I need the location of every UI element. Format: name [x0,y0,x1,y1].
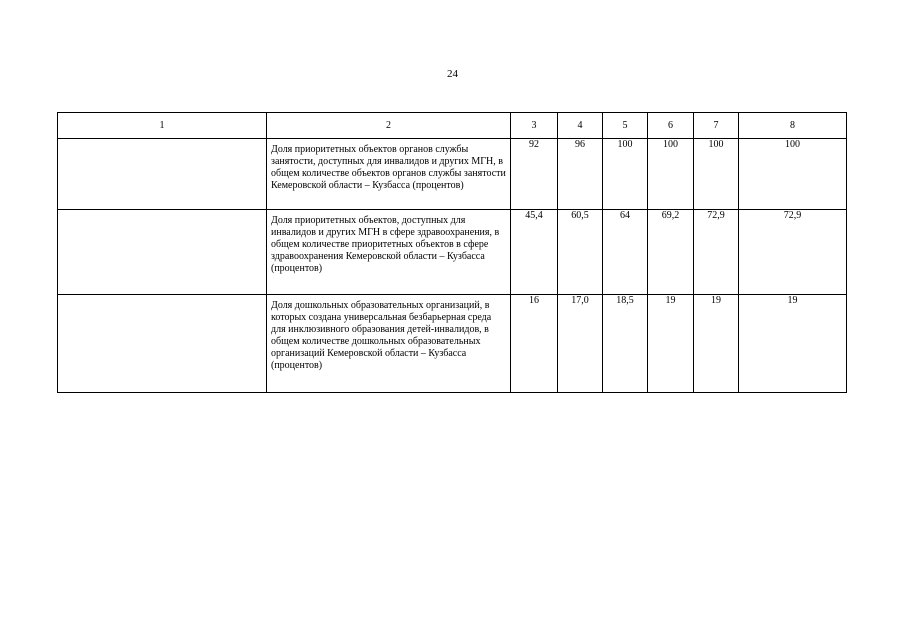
value-cell: 96 [558,139,603,210]
indicators-table [57,112,847,393]
value-cell: 19 [739,295,847,393]
value-cell: 100 [603,139,648,210]
header-col-8: 8 [739,113,847,139]
table-row [58,210,847,295]
header-col-5: 5 [603,113,648,139]
value-cell: 92 [511,139,558,210]
header-col-2: 2 [267,113,511,139]
table-header [58,113,847,139]
value-cell: 100 [739,139,847,210]
value-cell: 60,5 [558,210,603,295]
value-cell: 19 [648,295,694,393]
header-row [58,113,847,139]
indicator-cell: Доля дошкольных образовательных организаций, в которых создана универсальная безбарьерная среда для инклюзивного образования детей-инвалидов, в общем количестве дошкольных образовательных организаций Кемеровской области – Кузбасса (процентов) [267,295,511,393]
value-cell: 18,5 [603,295,648,393]
header-col-6: 6 [648,113,694,139]
value-cell: 100 [648,139,694,210]
row-label-cell [58,210,267,295]
value-cell: 45,4 [511,210,558,295]
value-cell: 64 [603,210,648,295]
indicator-cell: Доля приоритетных объектов органов службы занятости, доступных для инвалидов и других МГН, в общем количестве объектов органов службы занятости Кемеровской области – Кузбасса (процентов) [267,139,511,210]
row-label-cell [58,295,267,393]
value-cell: 19 [694,295,739,393]
value-cell: 72,9 [694,210,739,295]
header-col-1: 1 [58,113,267,139]
page-number: 24 [447,68,458,80]
value-cell: 17,0 [558,295,603,393]
table-row [58,295,847,393]
value-cell: 100 [694,139,739,210]
table-row [58,139,847,210]
table-body [58,139,847,393]
indicator-cell: Доля приоритетных объектов, доступных для инвалидов и других МГН в сфере здравоохранения, в общем количестве приоритетных объектов в сфере здравоохранения Кемеровской области – Кузбасса (процентов) [267,210,511,295]
header-col-7: 7 [694,113,739,139]
row-label-cell [58,139,267,210]
header-col-4: 4 [558,113,603,139]
value-cell: 69,2 [648,210,694,295]
value-cell: 72,9 [739,210,847,295]
value-cell: 16 [511,295,558,393]
header-col-3: 3 [511,113,558,139]
